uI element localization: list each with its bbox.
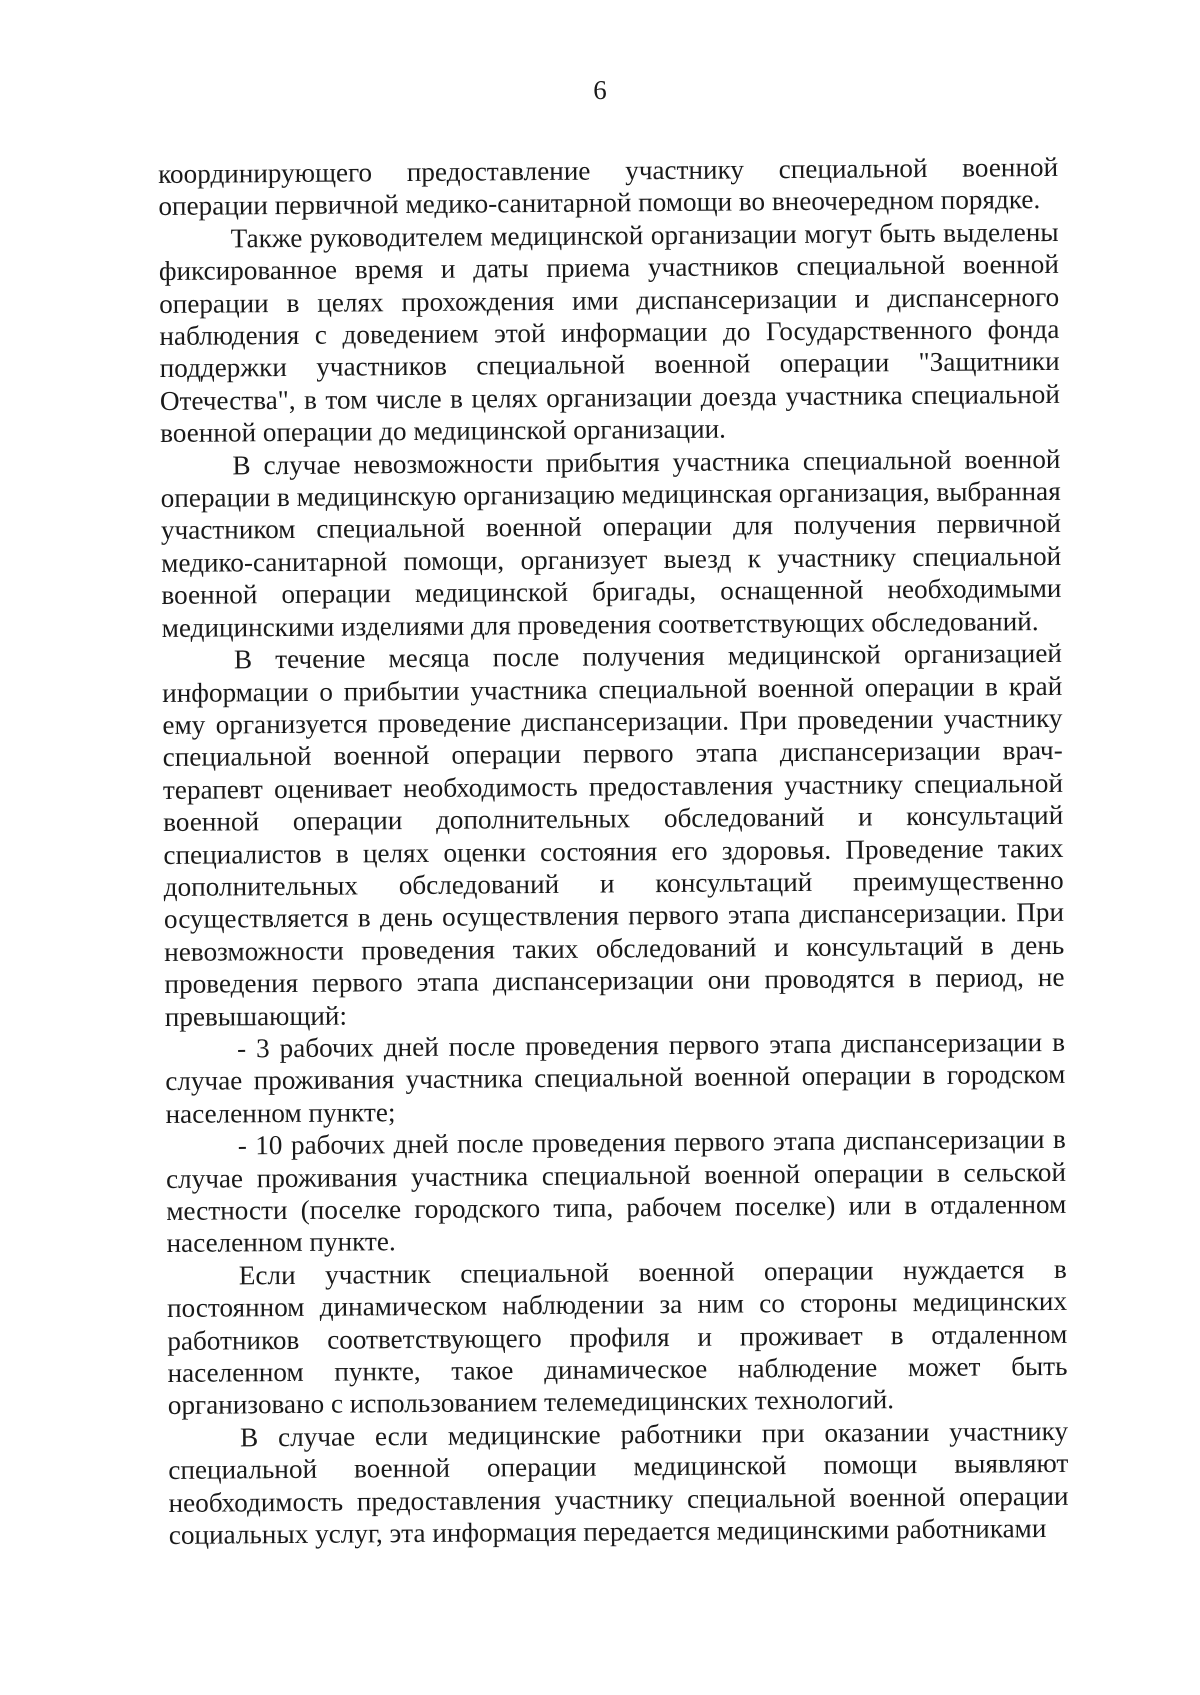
list-item-rural: - 10 рабочих дней после проведения первого этапа диспансеризации в случае проживания участника специальной военной операции в сельской местности (поселке городского типа, рабочем поселке) или в отдаленном населенном пункте. bbox=[165, 1124, 1067, 1259]
page-number: 6 bbox=[593, 75, 607, 105]
paragraph-social-services: В случае если медицинские работники при оказании участнику специальной военной операции медицинской помощи выявляют необходимость предоставления участнику специальной военной операции социальных услуг, эта информация передается медицинскими работниками bbox=[168, 1415, 1069, 1551]
list-item-urban: - 3 рабочих дней после проведения первого этапа диспансеризации в случае проживания участника специальной военной операции в городском населенном пункте; bbox=[165, 1026, 1066, 1129]
paragraph-field-visit: В случае невозможности прибытия участника специальной военной операции в медицинскую организацию медицинская организация, выбранная участником специальной военной операции для получения первичной медико-санитарной помощи, организует выезд к участнику специальной военной операции медицинской бригады, оснащенной необходимыми медицинскими изделиями для проведения соответствующих обследований. bbox=[160, 443, 1062, 643]
document-body bbox=[158, 151, 1069, 1551]
paragraph-continuation: координирующего предоставление участнику специальной военной операции первичной медико-санитарной помощи во внеочередном порядке. bbox=[158, 151, 1059, 222]
paragraph-dispensarization: В течение месяца после получения медицинской организацией информации о прибытии участника специальной военной операции в край ему организуется проведение диспансеризации. При проведении участнику специальной военной операции первого этапа диспансеризации врач-терапевт оценивает необходимость предоставления участнику специальной военной операции дополнительных обследований и консультаций специалистов в целях оценки состояния его здоровья. Проведение таких дополнительных обследований и консультаций преимущественно осуществляется в день осуществления первого этапа диспансеризации. При невозможности проведения таких обследований и консультаций в день проведения первого этапа диспансеризации они проводятся в период, не превышающий: bbox=[162, 638, 1065, 1032]
paragraph-telemedicine: Если участник специальной военной операции нуждается в постоянном динамическом наблюдении за ним со стороны медицинских работников соответствующего профиля и проживает в отдаленном населенном пункте, такое динамическое наблюдение может быть организовано с использованием телемедицинских технологий. bbox=[166, 1253, 1068, 1421]
paragraph-reception-schedule: Также руководителем медицинской организации могут быть выделены фиксированное время и даты приема участников специальной военной операции в целях прохождения ими диспансеризации и диспансерного наблюдения с доведением этой информации до Государственного фонда поддержки участников специальной военной операции "Защитники Отечества", в том числе в целях организации доезда участника специальной военной операции до медицинской организации. bbox=[158, 216, 1060, 449]
